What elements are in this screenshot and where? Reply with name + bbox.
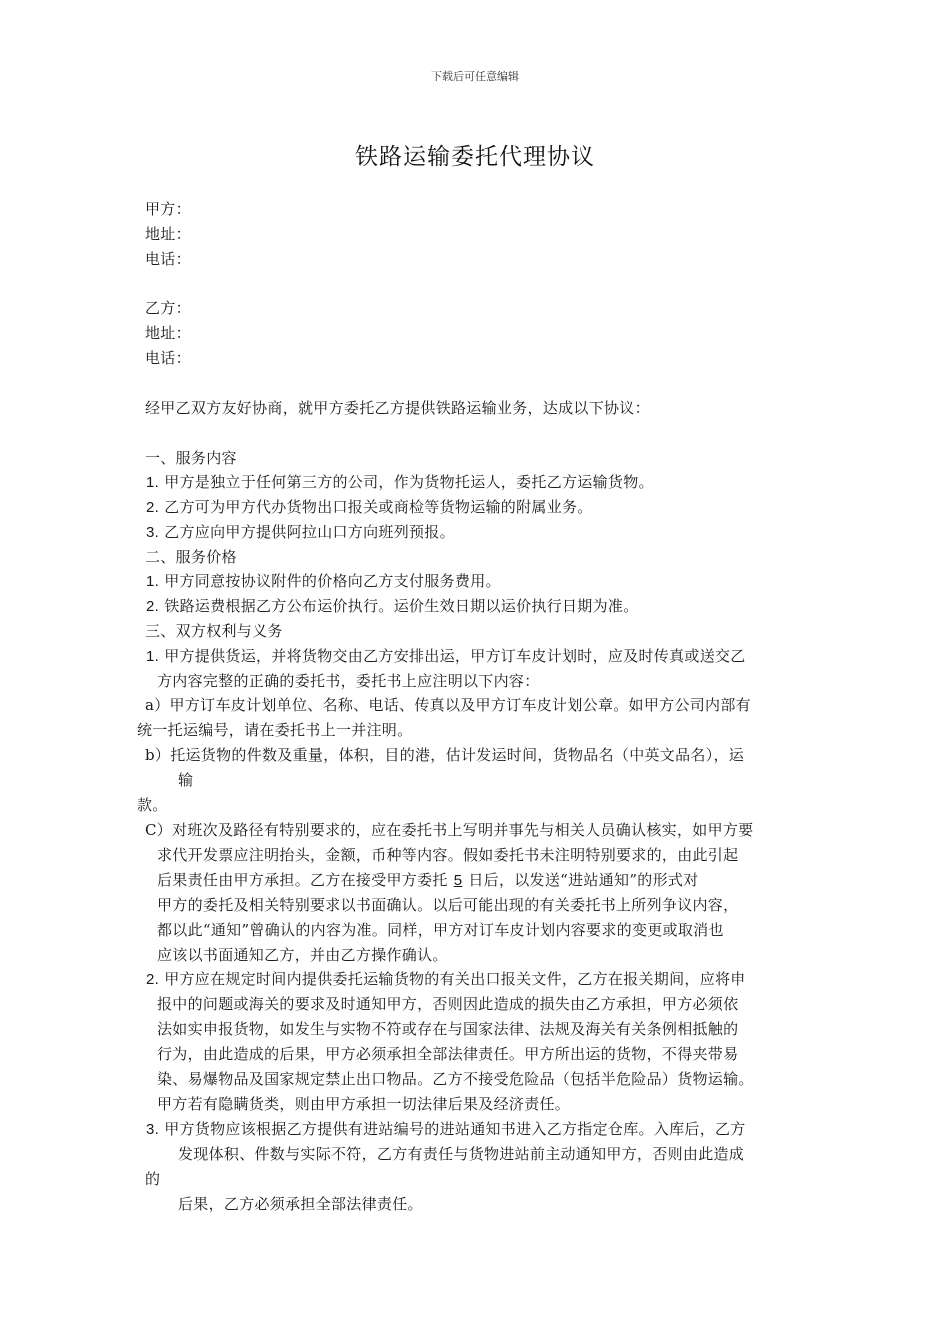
item-number: 3.	[146, 524, 160, 541]
party-b-address-label: 地址：	[145, 324, 191, 342]
section-2-heading: 二、服务价格	[145, 548, 237, 566]
item-text-continued: 发现体积、件数与实际不符，乙方有责任与货物进站前主动通知甲方，否则由此造成	[178, 1145, 745, 1163]
item-text: 铁路运费根据乙方公布运价执行。运价生效日期以运价执行日期为准。	[164, 597, 639, 615]
item-number: 1.	[146, 474, 160, 491]
party-a-address-label: 地址：	[145, 225, 191, 243]
item-text-continued: 报中的问题或海关的要求及时通知甲方，否则因此造成的损失由乙方承担，甲方必须依	[157, 995, 739, 1013]
sub-item-mark: b）	[145, 746, 171, 764]
sub-item-a	[145, 695, 751, 715]
party-b-phone-label: 电话：	[145, 349, 191, 367]
sub-item-text-continued: 应该以书面通知乙方，并由乙方操作确认。	[157, 946, 448, 964]
list-item	[146, 472, 654, 493]
sub-item-text: 对班次及路径有特别要求的，应在委托书上写明并事先与相关人员确认核实，如甲方要	[172, 821, 754, 839]
sub-item-c	[145, 820, 753, 840]
section-1-heading: 一、服务内容	[145, 449, 237, 467]
list-item	[146, 522, 455, 543]
document-title: 铁路运输委托代理协议	[355, 144, 595, 170]
sub-item-mark: C）	[145, 821, 173, 839]
list-item	[146, 571, 501, 592]
item-text: 甲方提供货运，并将货物交由乙方安排出运，甲方订车皮计划时，应及时传真或送交乙	[164, 647, 746, 665]
sub-item-text-continued: 输	[178, 771, 194, 789]
sub-item-text-continued: 统一托运编号，请在委托书上一并注明。	[137, 721, 413, 739]
item-text: 甲方是独立于任何第三方的公司，作为货物托运人，委托乙方运输货物。	[164, 473, 654, 491]
sub-item-text-continued: 求代开发票应注明抬头，金额，币种等内容。假如委托书未注明特别要求的，由此引起	[157, 846, 739, 864]
item-number: 3.	[146, 1121, 160, 1138]
list-item	[146, 497, 593, 518]
sub-item-text-continued: 款。	[137, 796, 168, 814]
party-a-phone-label: 电话：	[145, 250, 191, 268]
item-text: 乙方可为甲方代办货物出口报关或商检等货物运输的附属业务。	[164, 498, 593, 516]
item-text: 甲方货物应该根据乙方提供有进站编号的进站通知书进入乙方指定仓库。入库后，乙方	[164, 1120, 746, 1138]
sub-item-b	[145, 745, 744, 765]
item-text: 甲方同意按协议附件的价格向乙方支付服务费用。	[164, 572, 501, 590]
sub-item-mark: a）	[145, 696, 170, 714]
item-text-continued: 后果，乙方必须承担全部法律责任。	[178, 1195, 423, 1213]
item-text-continued: 行为，由此造成的后果，甲方必须承担全部法律责任。甲方所出运的货物，不得夹带易	[157, 1045, 739, 1063]
item-number: 1.	[146, 648, 160, 665]
item-number: 2.	[146, 971, 160, 988]
list-item	[146, 1119, 746, 1140]
days-value: 5	[453, 872, 463, 889]
item-text-continued: 的	[145, 1170, 161, 1188]
item-text: 甲方应在规定时间内提供委托运输货物的有关出口报关文件，乙方在报关期间，应将申	[164, 970, 746, 988]
item-text-continued: 方内容完整的正确的委托书，委托书上应注明以下内容：	[157, 672, 540, 690]
party-b-label: 乙方：	[145, 299, 191, 317]
sub-item-text: 甲方订车皮计划单位、名称、电话、传真以及甲方订车皮计划公章。如甲方公司内部有	[169, 696, 751, 714]
list-item	[146, 646, 746, 667]
item-number: 2.	[146, 598, 160, 615]
sub-item-text-continued: 后果责任由甲方承担。乙方在接受甲方委托 5 日后，以发送“进站通知”的形式对	[157, 871, 699, 889]
item-text-continued: 甲方若有隐瞒货类，则由甲方承担一切法律后果及经济责任。	[157, 1095, 571, 1113]
list-item	[146, 969, 746, 990]
intro-paragraph: 经甲乙双方友好协商，就甲方委托乙方提供铁路运输业务，达成以下协议：	[145, 399, 650, 417]
item-text: 乙方应向甲方提供阿拉山口方向班列预报。	[164, 523, 455, 541]
item-text-continued: 染、易爆物品及国家规定禁止出口物品。乙方不接受危险品（包括半危险品）货物运输。	[157, 1070, 754, 1088]
item-text-continued: 法如实申报货物，如发生与实物不符或存在与国家法律、法规及海关有关条例相抵触的	[157, 1020, 739, 1038]
download-note: 下载后可任意编辑	[431, 70, 519, 83]
item-number: 1.	[146, 573, 160, 590]
sub-item-text-continued: 都以此“通知”曾确认的内容为准。同样，甲方对订车皮计划内容要求的变更或取消也	[157, 921, 724, 939]
party-a-label: 甲方：	[145, 200, 191, 218]
list-item	[146, 596, 639, 617]
section-3-heading: 三、双方权利与义务	[145, 622, 283, 640]
item-number: 2.	[146, 499, 160, 516]
sub-item-text-continued: 甲方的委托及相关特别要求以书面确认。以后可能出现的有关委托书上所列争议内容，	[157, 896, 739, 914]
sub-item-text: 托运货物的件数及重量，体积，目的港，估计发运时间，货物品名（中英文品名），运	[170, 746, 745, 764]
